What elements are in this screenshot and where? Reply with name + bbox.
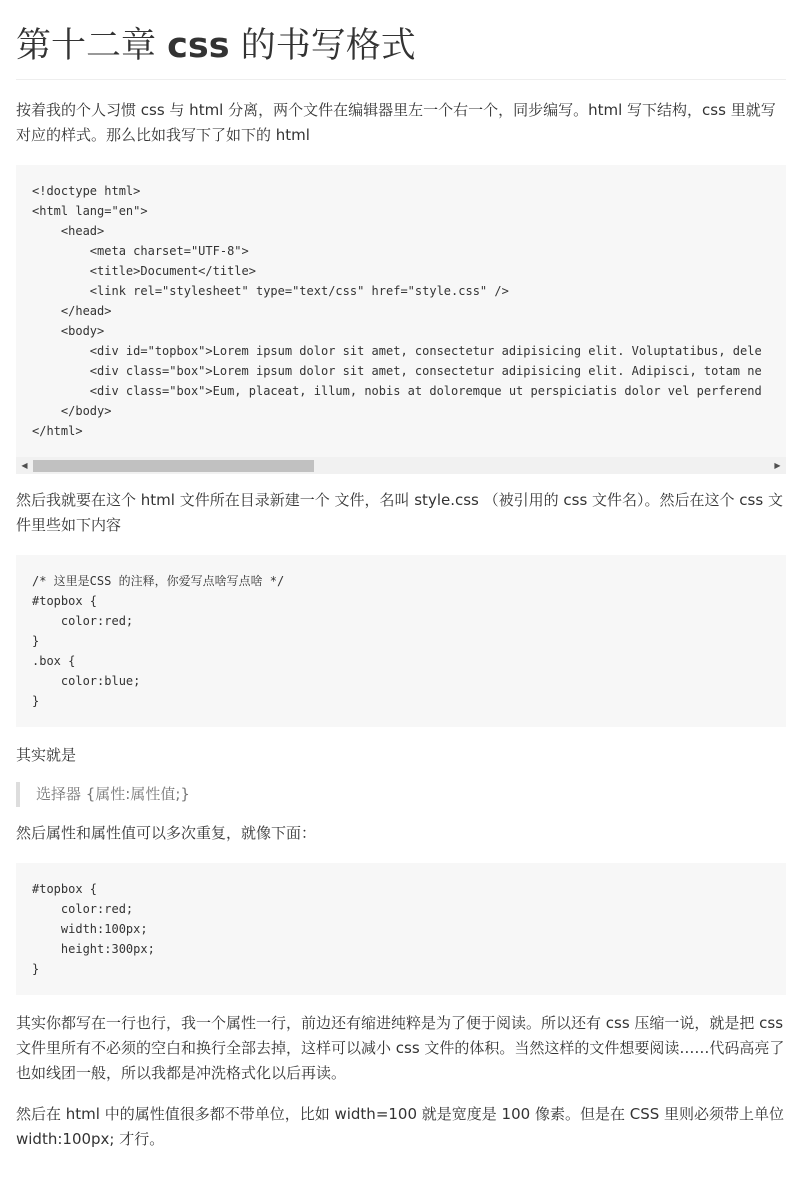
actually-paragraph: 其实就是 [16, 746, 77, 764]
after-html-paragraph: 然后我就要在这个 html 文件所在目录新建一个 文件，名叫 style.css （被引用的 css 文件名）。然后在这个 css 文件里些如下内容 [16, 491, 783, 534]
html-code: <!doctype html> <html lang="en"> <head> <meta charset="UTF-8"> <title>Document</title> <link rel="stylesheet" type="text/css" href="style.css" /> </head> <body> <div id="topbox">Lorem ipsum dolor sit amet, consectetur adipisicing elit. Voluptatibus, dele <div class="box">Lorem ipsum dolor sit amet, consectetur adipisicing elit. Adipisci, totam ne <div class="box">Eum, placeat, illum, nobis at doloremque ut perspiciatis dolor vel perferend </body> </html> [16, 165, 786, 471]
page-title-suffix: 的书写格式 [229, 26, 416, 66]
page-title [16, 22, 786, 80]
css-code-block: /* 这里是CSS 的注释，你爱写点啥写点啥 */ #topbox { color:red; } .box { color:blue; } [16, 555, 786, 727]
units-paragraph: 然后在 html 中的属性值很多都不带单位，比如 width=100 就是宽度是 100 像素。但是在 CSS 里则必须带上单位 width:100px; 才行。 [16, 1105, 785, 1148]
page-title-prefix: 第十二章 [16, 26, 168, 66]
intro-paragraph: 按着我的个人习惯 css 与 html 分离，两个文件在编辑器里左一个右一个，同步编写。html 写下结构，css 里就写对应的样式。那么比如我写下了如下的 html [16, 101, 776, 144]
horizontal-scrollbar[interactable] [16, 457, 786, 474]
scroll-right-arrow-icon[interactable]: ▶ [774, 461, 781, 470]
scroll-left-arrow-icon[interactable]: ◀ [21, 461, 28, 470]
one-line-paragraph: 其实你都写在一行也行，我一个属性一行，前边还有缩进纯粹是为了便于阅读。所以还有 css 压缩一说，就是把 css 文件里所有不必须的空白和换行全部去掉，这样可以减小 css 文件的体积。当然这样的文件想要阅读……代码高亮了也如线团一般，所以我都是冲洗格式化以后再读。 [16, 1014, 785, 1082]
scrollbar-thumb[interactable] [33, 460, 314, 472]
repeat-paragraph: 然后属性和属性值可以多次重复，就像下面： [16, 824, 317, 842]
page-title-css: css [167, 26, 230, 66]
html-code-block[interactable] [16, 165, 786, 474]
article [16, 0, 786, 1152]
css-multi-code-block: #topbox { color:red; width:100px; height:300px; } [16, 863, 786, 995]
syntax-blockquote: 选择器 {属性:属性值;} [16, 782, 786, 807]
